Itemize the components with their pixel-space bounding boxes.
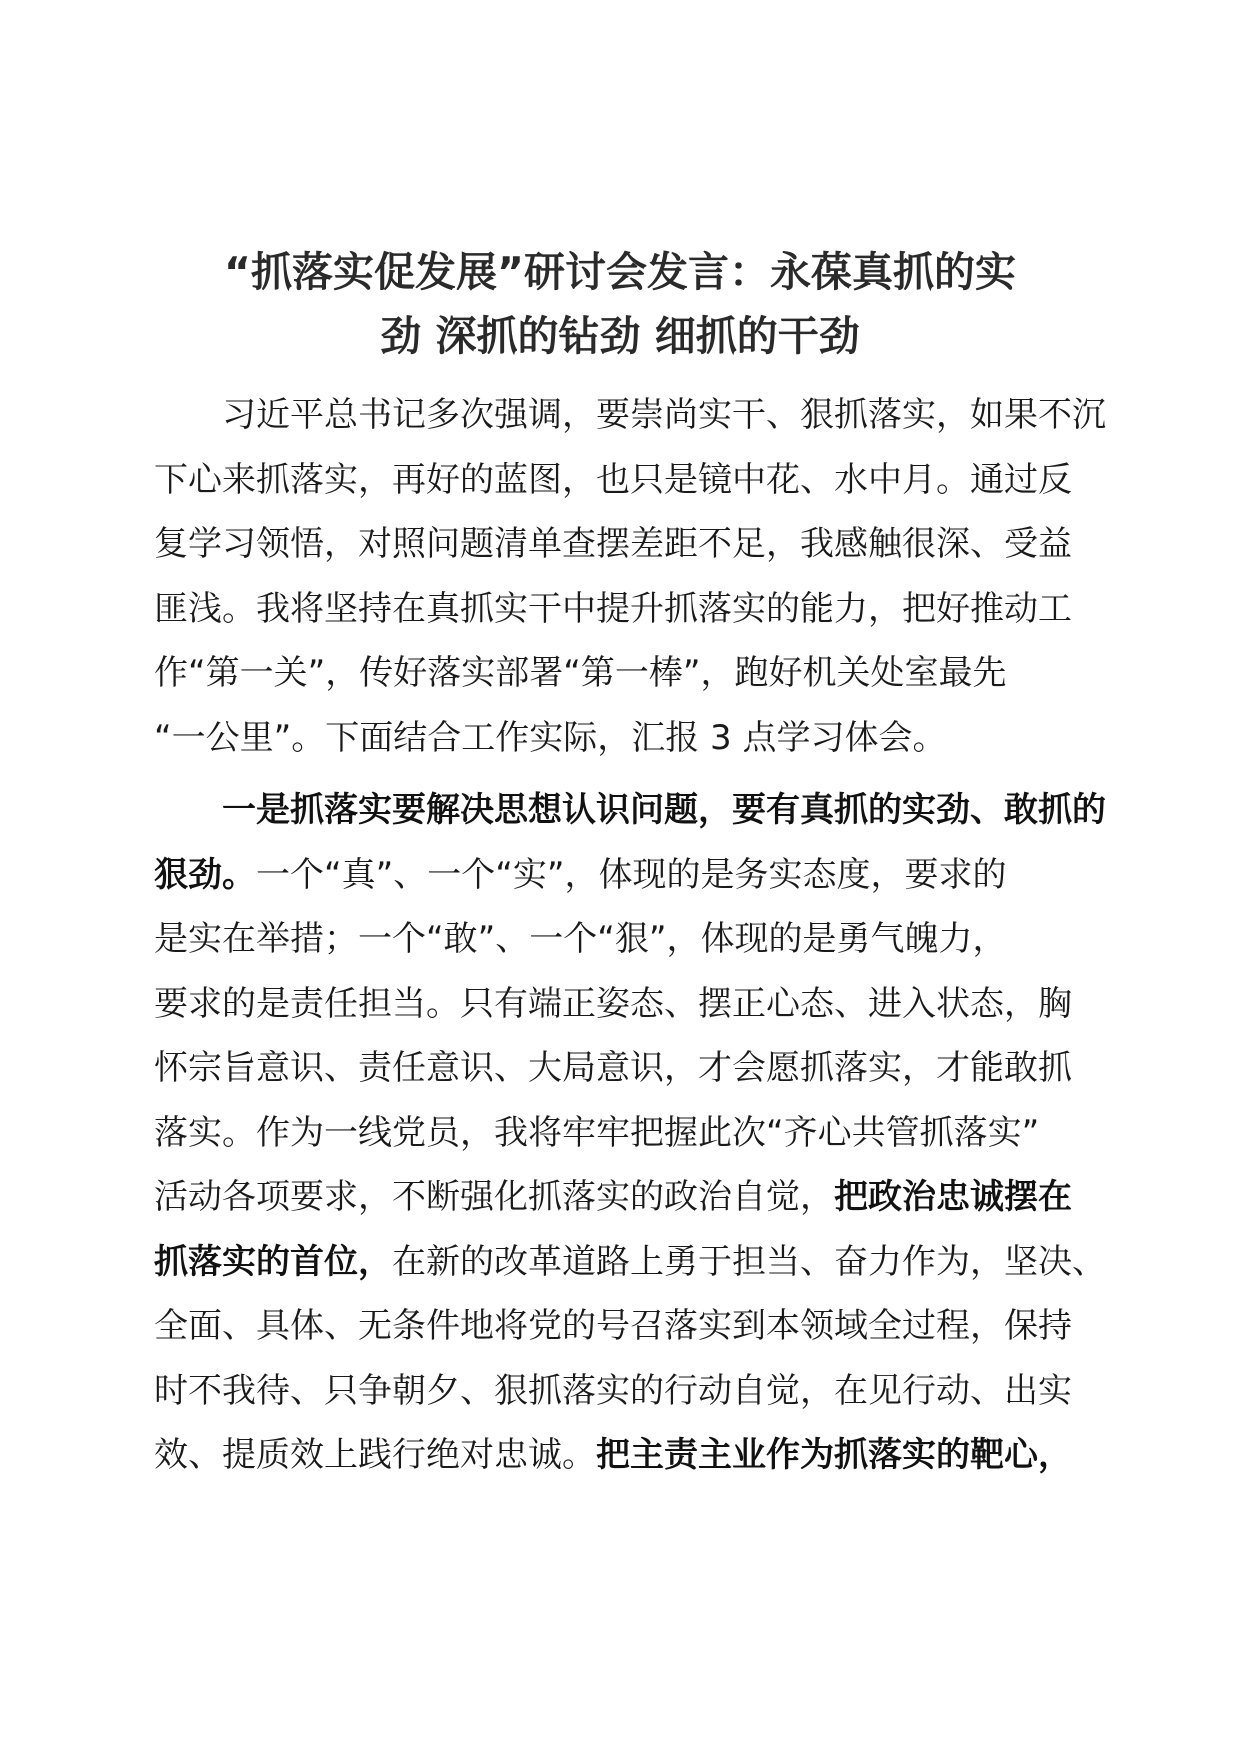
paragraph-text: 活动各项要求，不断强化抓落实的政治自觉， — [154, 1177, 834, 1217]
paragraph-text: 效、提质效上践行绝对忠诚。 — [154, 1435, 596, 1475]
paragraph-line: 时不我待、只争朝夕、狠抓落实的行动自觉，在见行动、出实 — [154, 1370, 1072, 1411]
paragraph-line — [154, 1165, 1094, 1230]
paragraph-line: 全面、具体、无条件地将党的号召落实到本领域全过程，保持 — [154, 1306, 1072, 1346]
paragraph-line: 怀宗旨意识、责任意识、大局意识，才会愿抓落实，才能敢抓 — [154, 1048, 1072, 1088]
paragraph-line: 作“第一关”，传好落实部署“第一棒”，跑好机关处室最先 — [154, 653, 1007, 693]
paragraph-line: 下心来抓落实，再好的蓝图，也只是镜中花、水中月。通过反 — [154, 459, 1072, 500]
paragraph-text: 在新的改革道路上勇于担当、奋力作为，坚决、 — [392, 1241, 1106, 1282]
paragraph-line: 匪浅。我将坚持在真抓实干中提升抓落实的能力，把好推动工 — [154, 588, 1072, 629]
paragraph-line — [154, 1230, 1106, 1295]
point-one-paragraph — [154, 778, 1106, 1488]
title-line-1: “抓落实促发展”研讨会发言：永葆真抓的实 — [224, 248, 1016, 296]
title-line-2: 劲 深抓的钻劲 细抓的干劲 — [380, 312, 860, 360]
paragraph-text: 一个“真”、一个“实”，体现的是务实态度，要求的 — [256, 854, 1007, 895]
paragraph-line: 落实。作为一线党员，我将牢牢把握此次“齐心共管抓落实” — [154, 1112, 1040, 1153]
paragraph-line: 习近平总书记多次强调，要崇尚实干、狠抓落实，如果不沉 — [154, 395, 1106, 435]
section-heading-line: 一是抓落实要解决思想认识问题，要有真抓的实劲、敢抓的 — [154, 790, 1106, 830]
document-title — [150, 240, 1090, 368]
emphasis-text: 抓落实的首位， — [154, 1241, 392, 1282]
paragraph-line — [154, 1423, 1094, 1488]
section-heading-end: 狠劲。 — [154, 854, 256, 895]
emphasis-text: 把主责主业作为抓落实的靶心， — [596, 1435, 1072, 1475]
intro-paragraph — [154, 383, 1106, 770]
paragraph-line: 要求的是责任担当。只有端正姿态、摆正心态、进入状态，胸 — [154, 983, 1072, 1024]
paragraph-line — [154, 843, 1094, 908]
emphasis-text: 把政治忠诚摆在 — [834, 1177, 1072, 1217]
paragraph-line: 是实在举措；一个“敢”、一个“狠”，体现的是勇气魄力， — [154, 919, 1007, 959]
paragraph-line: 复学习领悟，对照问题清单查摆差距不足，我感触很深、受益 — [154, 524, 1072, 564]
paragraph-line: “一公里”。下面结合工作实际，汇报 3 点学习体会。 — [154, 717, 947, 758]
